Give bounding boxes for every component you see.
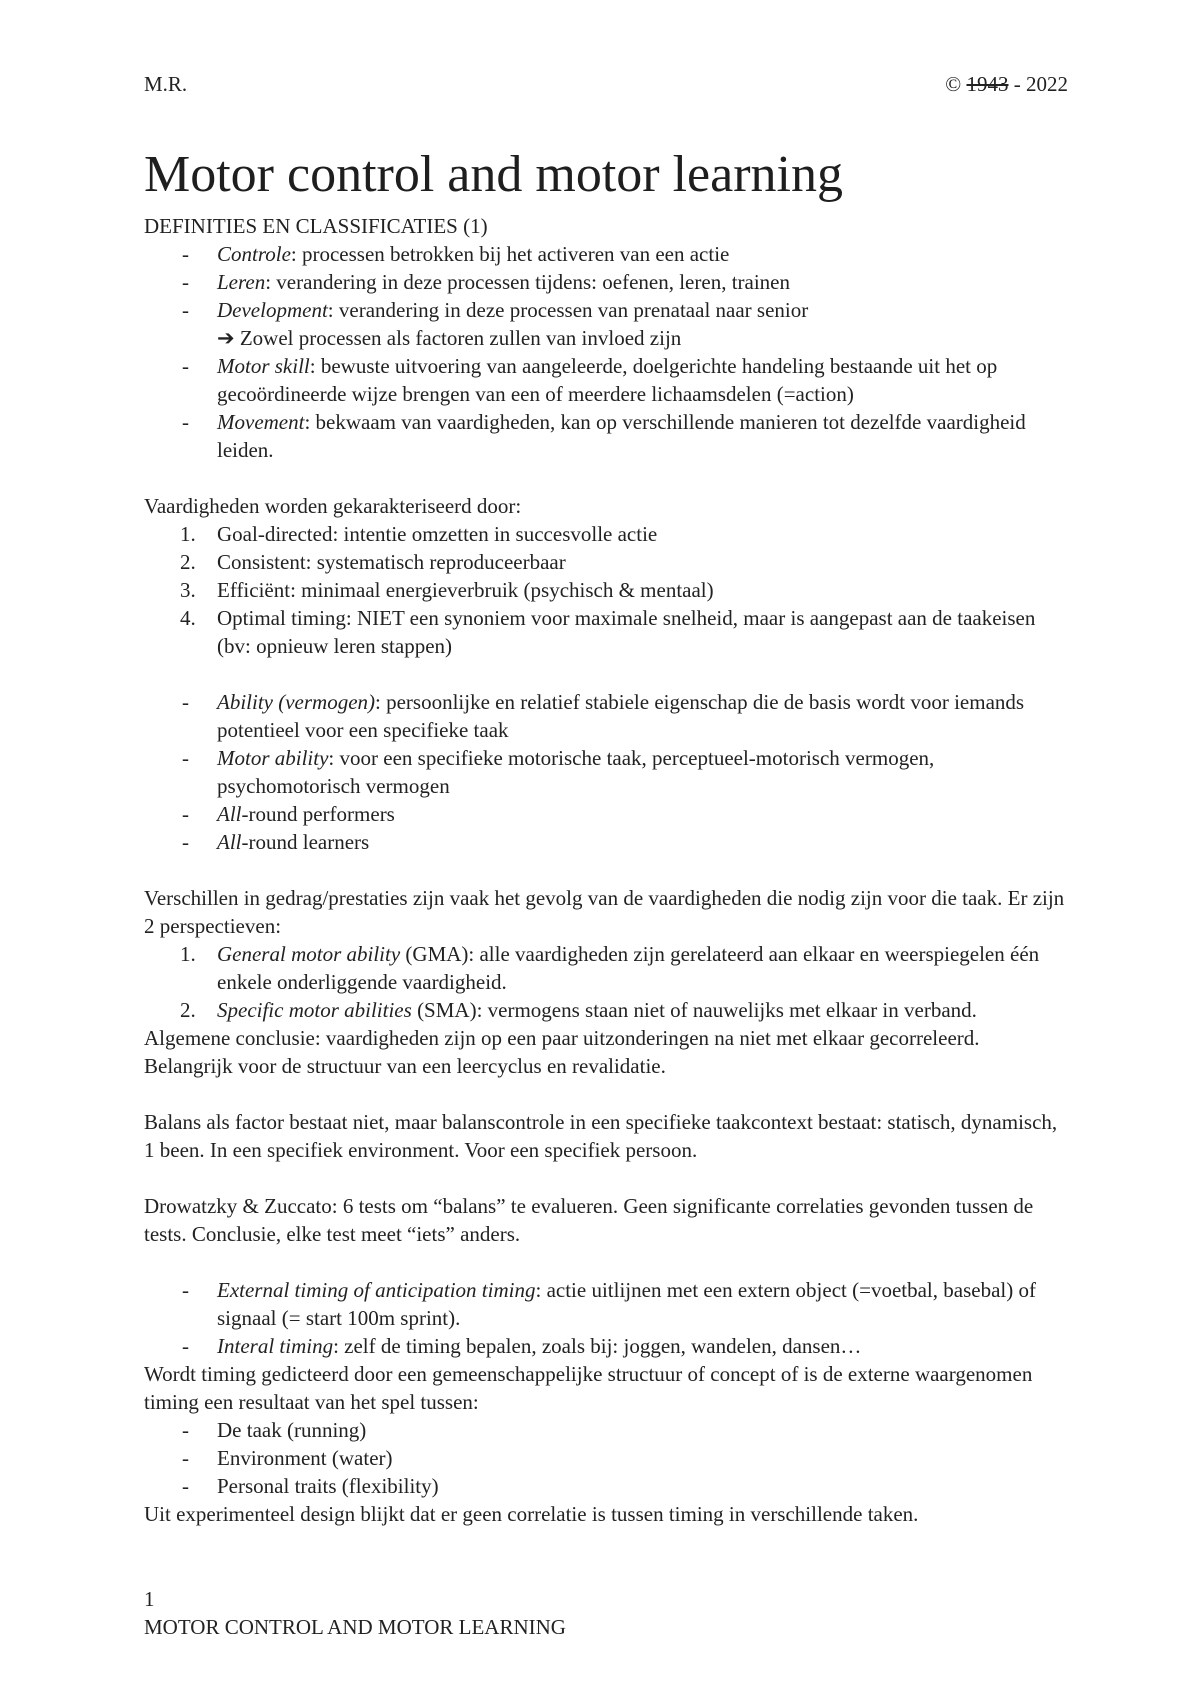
header-copyright bbox=[945, 72, 1068, 97]
final-line: Uit experimenteel design blijkt dat er geen correlatie is tussen timing in verschillende taken. bbox=[144, 1502, 919, 1526]
list-item: - External timing of anticipation timing: actie uitlijnen met een extern object (=voetbal, basebal) of signaal (= start 100m sprint). bbox=[144, 1276, 1068, 1332]
drowatzky-paragraph: Drowatzky & Zuccato: 6 tests om “balans” te evalueren. Geen significante correlaties gevonden tussen de tests. Conclusie, elke test meet “iets” anders. bbox=[144, 1194, 1034, 1246]
skills-list bbox=[144, 520, 1068, 660]
list-item: - Motor skill: bewuste uitvoering van aangeleerde, doelgerichte handeling bestaande uit het op gecoördineerde wijze brengen van een of meerdere lichaamsdelen (=action) bbox=[144, 352, 1068, 408]
definitions-list-continued bbox=[144, 352, 1068, 464]
abilities-list bbox=[144, 688, 1068, 856]
page-footer bbox=[144, 1585, 566, 1641]
definitions-list bbox=[144, 240, 1068, 324]
list-item: 1. General motor ability (GMA): alle vaardigheden zijn gerelateerd aan elkaar en weerspiegelen één enkele onderliggende vaardigheid. bbox=[180, 942, 1040, 994]
section-heading: DEFINITIES EN CLASSIFICATIES (1) bbox=[144, 214, 488, 238]
list-item: - All-round performers bbox=[144, 800, 1068, 828]
list-item: - Motor ability: voor een specifieke motorische taak, perceptueel-motorisch vermogen, psychomotorisch vermogen bbox=[144, 744, 1068, 800]
page-title: Motor control and motor learning bbox=[144, 146, 843, 203]
list-item: - All-round learners bbox=[144, 828, 1068, 856]
timing-list bbox=[144, 1276, 1068, 1360]
list-item: 4. Optimal timing: NIET een synoniem voor maximale snelheid, maar is aangepast aan de taakeisen (bv: opnieuw leren stappen) bbox=[180, 606, 1036, 658]
skills-intro: Vaardigheden worden gekarakteriseerd door: bbox=[144, 494, 522, 518]
balance-paragraph: Balans als factor bestaat niet, maar balanscontrole in een specifieke taakcontext bestaat: statisch, dynamisch, 1 been. In een specifiek environment. Voor een specifiek persoon. bbox=[144, 1110, 1058, 1162]
list-item: - Interal timing: zelf de timing bepalen, zoals bij: joggen, wandelen, dansen… bbox=[144, 1332, 1068, 1360]
perspectives-list bbox=[144, 940, 1068, 1024]
list-item: - Ability (vermogen): persoonlijke en relatief stabiele eigenschap die de basis wordt voor iemands potentieel voor een specifieke taak bbox=[144, 688, 1068, 744]
list-item: - Development: verandering in deze processen van prenataal naar senior bbox=[144, 296, 1068, 324]
struck-year: 1943 bbox=[966, 72, 1009, 96]
list-item: - Movement: bekwaam van vaardigheden, kan op verschillende manieren tot dezelfde vaardigheid leiden. bbox=[144, 408, 1068, 464]
copyright-symbol: © bbox=[945, 72, 962, 96]
arrow-note: ➔ Zowel processen als factoren zullen van invloed zijn bbox=[217, 326, 682, 350]
list-item: 3. Efficiënt: minimaal energieverbruik (psychisch & mentaal) bbox=[180, 578, 714, 602]
list-item: - Controle: processen betrokken bij het activeren van een actie bbox=[144, 240, 1068, 268]
list-item: 2. Consistent: systematisch reproduceerbaar bbox=[180, 550, 566, 574]
end-year: 2022 bbox=[1026, 72, 1068, 96]
page-number: 1 bbox=[144, 1587, 155, 1611]
main-content bbox=[144, 142, 1068, 1528]
list-item: 1. Goal-directed: intentie omzetten in succesvolle actie bbox=[180, 522, 658, 546]
footer-course-title: MOTOR CONTROL AND MOTOR LEARNING bbox=[144, 1615, 566, 1639]
arrow-right-icon: ➔ bbox=[217, 326, 235, 350]
factors-list bbox=[144, 1416, 1068, 1500]
list-item: - De taak (running) bbox=[144, 1416, 1068, 1444]
list-item: - Leren: verandering in deze processen tijdens: oefenen, leren, trainen bbox=[144, 268, 1068, 296]
header-author: M.R. bbox=[144, 72, 188, 96]
perspectives-intro: Verschillen in gedrag/prestaties zijn vaak het gevolg van de vaardigheden die nodig zijn voor die taak. Er zijn 2 perspectieven: bbox=[144, 886, 1065, 938]
year-separator: - bbox=[1008, 72, 1026, 96]
list-item: 2. Specific motor abilities (SMA): vermogens staan niet of nauwelijks met elkaar in verband. bbox=[180, 998, 977, 1022]
timing-question: Wordt timing gedicteerd door een gemeenschappelijke structuur of concept of is de externe waargenomen timing een resultaat van het spel tussen: bbox=[144, 1362, 1033, 1414]
list-item: - Environment (water) bbox=[144, 1444, 1068, 1472]
list-item: - Personal traits (flexibility) bbox=[144, 1472, 1068, 1500]
conclusion-paragraph: Algemene conclusie: vaardigheden zijn op een paar uitzonderingen na niet met elkaar gecorreleerd. Belangrijk voor de structuur van een leercyclus en revalidatie. bbox=[144, 1026, 980, 1078]
